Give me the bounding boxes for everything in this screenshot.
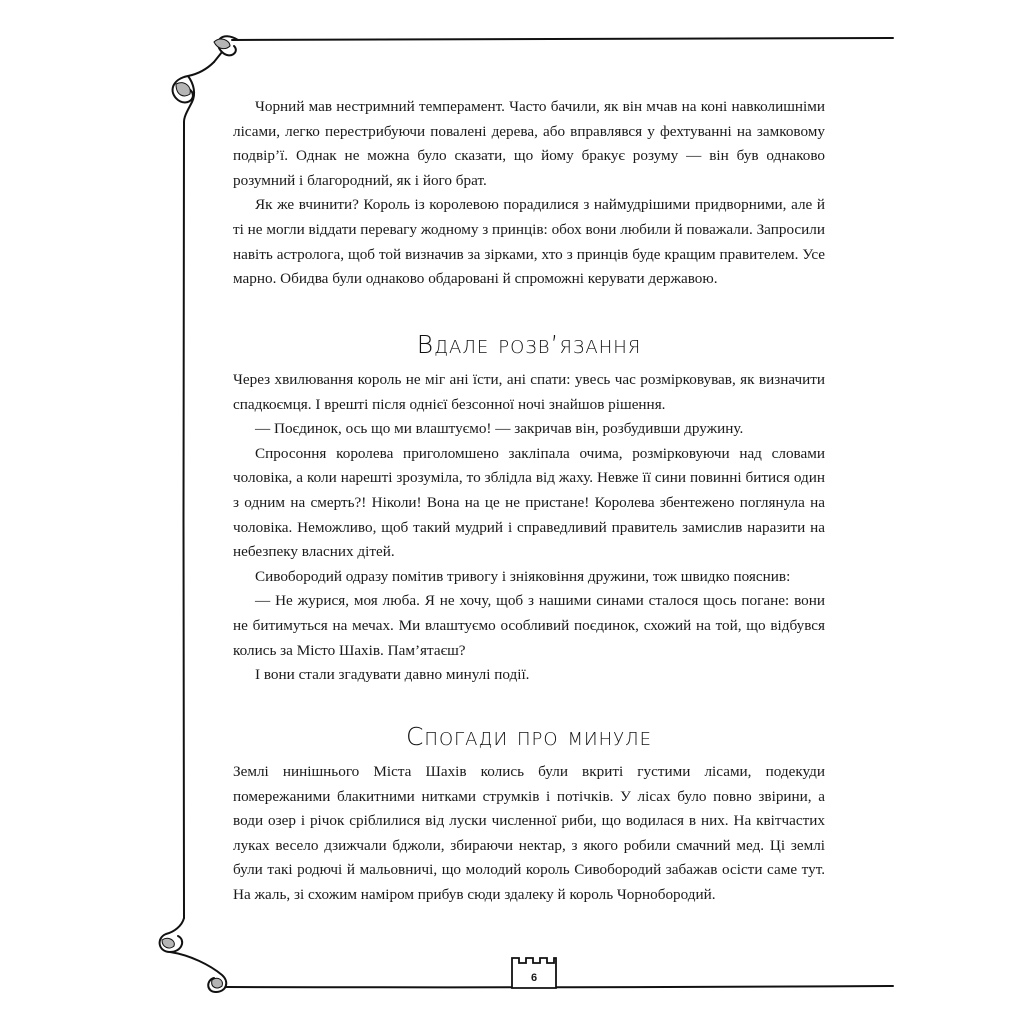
section-heading-1: Вдале розв’язання bbox=[416, 330, 642, 359]
top-scroll-line bbox=[232, 38, 893, 40]
section-heading-2: Спогади про минуле bbox=[405, 722, 653, 751]
paragraph: — Поєдинок, ось що ми влаштуємо! — закричав він, розбудивши дружину. bbox=[255, 420, 744, 438]
paragraph: Сивобородий одразу помітив тривогу і зніяковіння дружини, тож швидко пояснив: bbox=[255, 567, 791, 585]
paragraph: І вони стали згадувати давно минулі події. bbox=[255, 666, 530, 684]
text-block-1 bbox=[233, 95, 825, 292]
page-number: 6 bbox=[530, 972, 538, 984]
paragraph: Землі нинішнього Міста Шахів колись були вкриті густими лісами, подекуди помережаними блакитними нитками струмків і потічків. У лісах було повно звірини, а води озер і річок сріблилися від луски численної риби, що водилася в них. На квітчастих луках весело дзижчали бджоли, збираючи нектар, з якого робили смачний мед. Ці землі були такі родючі й мальовничі, що молодий король Сивобородий забажав осісти саме тут. На жаль, зі схожим наміром прибув сюди здалеку й король Чорнобородий. bbox=[233, 763, 825, 903]
paragraph: — Не журися, моя люба. Я не хочу, щоб з нашими синами сталося щось погане: вони не битимуться на мечах. Ми влаштуємо особливий поєдинок, схожий на той, що відбувся колись за Місто Шахів. Пам’ятаєш? bbox=[233, 592, 825, 659]
left-border-line bbox=[184, 122, 185, 918]
paragraph: Спросоння королева приголомшено закліпала очима, розмірковуючи над словами чоловіка, а коли нарешті зрозуміла, то зблідла від жаху. Невже її сини повинні битися один з одним на смерть?! Ніколи! Вона на це не пристане! Королева збентежено поглянула на чоловіка. Неможливо, щоб такий мудрий і справедливий правитель замислив наразити на небезпеку власних дітей. bbox=[233, 444, 825, 561]
bottom-border-line bbox=[226, 986, 893, 987]
paragraph: Через хвилювання король не міг ані їсти, ані спати: увесь час розмірковував, як визначити спадкоємця. І врешті після однієї безсонної ночі знайшов рішення. bbox=[233, 371, 825, 413]
paragraph: Як же вчинити? Король із королевою порадилися з наймудрішими придворними, але й ті не могли віддати перевагу жодному з принців: обох вони любили й поважали. Запросили навіть астролога, щоб той визначив за зірками, хто з принців буде кращим правителем. Усе марно. Обидва були однаково обдаровані й спроможні керувати державою. bbox=[233, 196, 825, 288]
text-block-2 bbox=[233, 368, 825, 688]
paragraph: Чорний мав нестримний темперамент. Часто бачили, як він мчав на коні навколишніми лісами, легко перестрибуючи повалені дерева, або вправлявся у фехтуванні на замковому подвір’ї. Однак не можна було сказати, що йому бракує розуму — він був однаково розумний і благородний, як і його брат. bbox=[233, 98, 825, 189]
text-block-3 bbox=[233, 760, 825, 908]
